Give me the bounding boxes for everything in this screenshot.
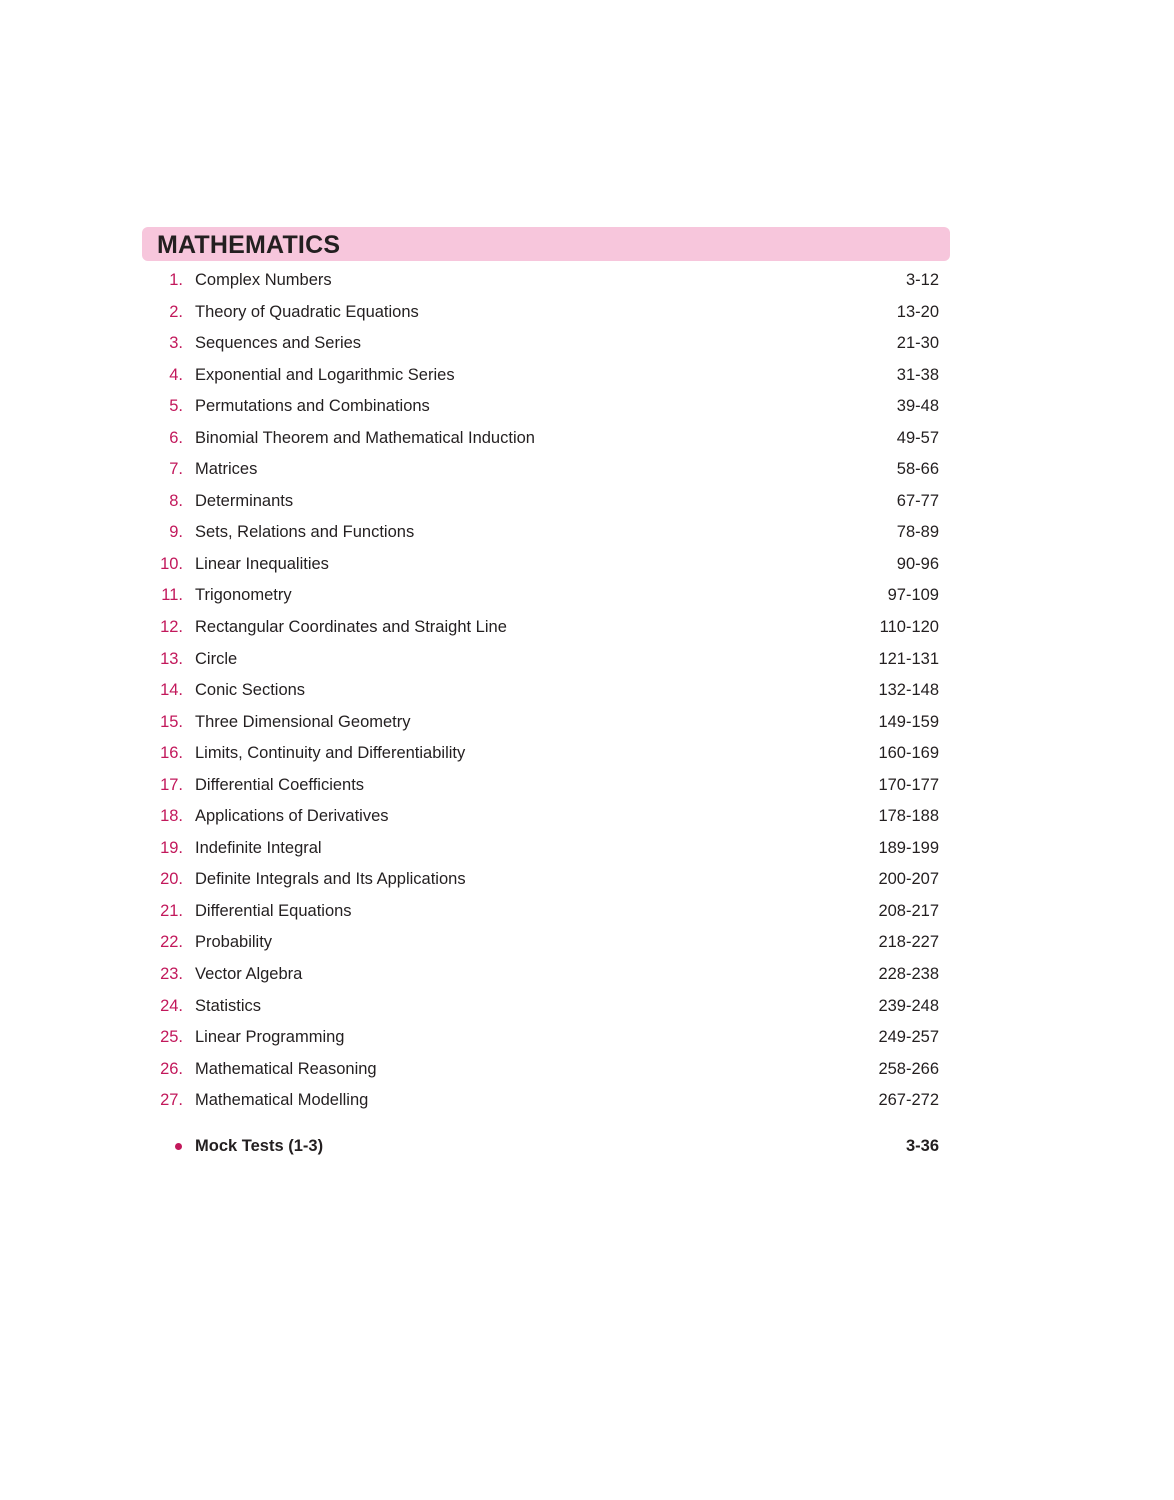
chapter-pages: 149-159 <box>878 712 939 731</box>
chapter-title: Mathematical Modelling <box>195 1091 369 1110</box>
chapter-title: Three Dimensional Geometry <box>195 712 411 731</box>
chapter-pages: 249-257 <box>878 1028 939 1047</box>
chapter-number: 17. <box>160 775 183 794</box>
chapter-pages: 13-20 <box>896 302 939 321</box>
chapter-row <box>0 990 1174 1022</box>
chapter-row <box>0 1053 1174 1085</box>
chapter-pages: 58-66 <box>896 460 939 479</box>
chapter-title: Definite Integrals and Its Applications <box>195 870 466 889</box>
chapter-row <box>0 579 1174 611</box>
chapter-number: 22. <box>160 933 183 952</box>
chapter-pages: 267-272 <box>878 1091 939 1110</box>
chapter-number: 20. <box>160 870 183 889</box>
chapter-row <box>0 895 1174 927</box>
chapter-title: Vector Algebra <box>195 965 303 984</box>
chapter-pages: 90-96 <box>896 554 939 573</box>
chapter-row <box>0 863 1174 895</box>
chapter-pages: 3-12 <box>905 271 939 289</box>
chapter-title: Trigonometry <box>195 586 292 605</box>
chapter-pages: 49-57 <box>896 428 939 447</box>
chapter-pages: 39-48 <box>896 397 939 416</box>
chapter-title: Binomial Theorem and Mathematical Induction <box>195 428 535 447</box>
chapter-pages: 97-109 <box>887 586 939 605</box>
chapter-title: Linear Programming <box>195 1028 345 1047</box>
chapter-number: 8. <box>169 491 183 510</box>
chapter-title: Applications of Derivatives <box>195 807 389 826</box>
chapter-pages: 121-131 <box>878 649 939 668</box>
chapter-row <box>0 769 1174 801</box>
chapter-title: Sets, Relations and Functions <box>195 523 415 542</box>
chapter-number: 1. <box>169 271 183 289</box>
chapter-pages: 170-177 <box>878 775 939 794</box>
chapter-title: Circle <box>195 649 238 668</box>
chapter-number: 4. <box>169 365 183 384</box>
chapter-title: Complex Numbers <box>195 271 332 289</box>
mock-tests-pages: 3-36 <box>905 1137 939 1155</box>
chapter-row <box>0 264 1174 296</box>
chapter-number: 21. <box>160 901 183 920</box>
chapter-number: 24. <box>160 996 183 1015</box>
chapter-pages: 189-199 <box>878 838 939 857</box>
chapter-number: 23. <box>160 965 183 984</box>
chapter-row <box>0 737 1174 769</box>
chapter-pages: 67-77 <box>896 491 939 510</box>
chapter-number: 12. <box>160 618 183 637</box>
chapter-number: 19. <box>160 838 183 857</box>
chapter-row <box>0 611 1174 643</box>
section-header <box>142 227 950 261</box>
chapter-pages: 218-227 <box>878 933 939 952</box>
chapter-title: Differential Equations <box>195 901 352 920</box>
chapter-title: Statistics <box>195 996 262 1015</box>
chapter-pages: 178-188 <box>878 807 939 826</box>
chapter-pages: 258-266 <box>878 1059 939 1078</box>
chapter-list <box>0 264 1174 1116</box>
chapter-pages: 160-169 <box>878 744 939 763</box>
chapter-pages: 208-217 <box>878 901 939 920</box>
chapter-row <box>0 1084 1174 1116</box>
chapter-number: 14. <box>160 681 183 700</box>
chapter-title: Permutations and Combinations <box>195 397 430 416</box>
chapter-number: 5. <box>169 397 183 416</box>
chapter-row <box>0 958 1174 990</box>
chapter-row <box>0 674 1174 706</box>
chapter-row <box>0 548 1174 580</box>
chapter-number: 15. <box>160 712 183 731</box>
chapter-number: 3. <box>169 334 183 353</box>
chapter-pages: 21-30 <box>896 334 939 353</box>
chapter-title: Differential Coefficients <box>195 775 365 794</box>
chapter-title: Rectangular Coordinates and Straight Line <box>195 618 507 637</box>
chapter-row <box>0 832 1174 864</box>
mock-tests-entry <box>0 1133 1174 1161</box>
chapter-number: 16. <box>160 744 183 763</box>
chapter-number: 9. <box>169 523 183 542</box>
chapter-number: 13. <box>160 649 183 668</box>
chapter-row <box>0 485 1174 517</box>
chapter-number: 25. <box>160 1028 183 1047</box>
chapter-number: 6. <box>169 428 183 447</box>
chapter-pages: 228-238 <box>878 965 939 984</box>
chapter-title: Matrices <box>195 460 258 479</box>
chapter-row <box>0 800 1174 832</box>
mock-tests-title: Mock Tests (1-3) <box>195 1137 324 1155</box>
chapter-row <box>0 926 1174 958</box>
section-title: MATHEMATICS <box>157 231 341 259</box>
chapter-title: Sequences and Series <box>195 334 362 353</box>
chapter-title: Indefinite Integral <box>195 838 322 857</box>
chapter-number: 2. <box>169 302 183 321</box>
chapter-pages: 239-248 <box>878 996 939 1015</box>
chapter-row <box>0 1021 1174 1053</box>
chapter-pages: 78-89 <box>896 523 939 542</box>
chapter-pages: 110-120 <box>879 618 939 637</box>
chapter-row <box>0 453 1174 485</box>
chapter-title: Theory of Quadratic Equations <box>195 302 419 321</box>
chapter-number: 7. <box>169 460 183 479</box>
chapter-number: 11. <box>161 586 183 605</box>
chapter-row <box>0 359 1174 391</box>
chapter-number: 26. <box>160 1059 183 1078</box>
chapter-title: Linear Inequalities <box>195 554 329 573</box>
bullet-icon <box>175 1143 182 1150</box>
chapter-title: Probability <box>195 933 273 952</box>
chapter-row <box>0 643 1174 675</box>
chapter-row <box>0 390 1174 422</box>
chapter-title: Limits, Continuity and Differentiability <box>195 744 466 763</box>
chapter-row <box>0 296 1174 328</box>
chapter-number: 27. <box>160 1091 183 1110</box>
chapter-pages: 31-38 <box>896 365 939 384</box>
chapter-pages: 200-207 <box>878 870 939 889</box>
chapter-title: Determinants <box>195 491 294 510</box>
chapter-row <box>0 422 1174 454</box>
chapter-row <box>0 706 1174 738</box>
chapter-number: 10. <box>160 554 183 573</box>
chapter-pages: 132-148 <box>878 681 939 700</box>
chapter-row <box>0 327 1174 359</box>
chapter-title: Exponential and Logarithmic Series <box>195 365 455 384</box>
chapter-title: Mathematical Reasoning <box>195 1059 377 1078</box>
chapter-number: 18. <box>160 807 183 826</box>
chapter-row <box>0 516 1174 548</box>
chapter-title: Conic Sections <box>195 681 306 700</box>
